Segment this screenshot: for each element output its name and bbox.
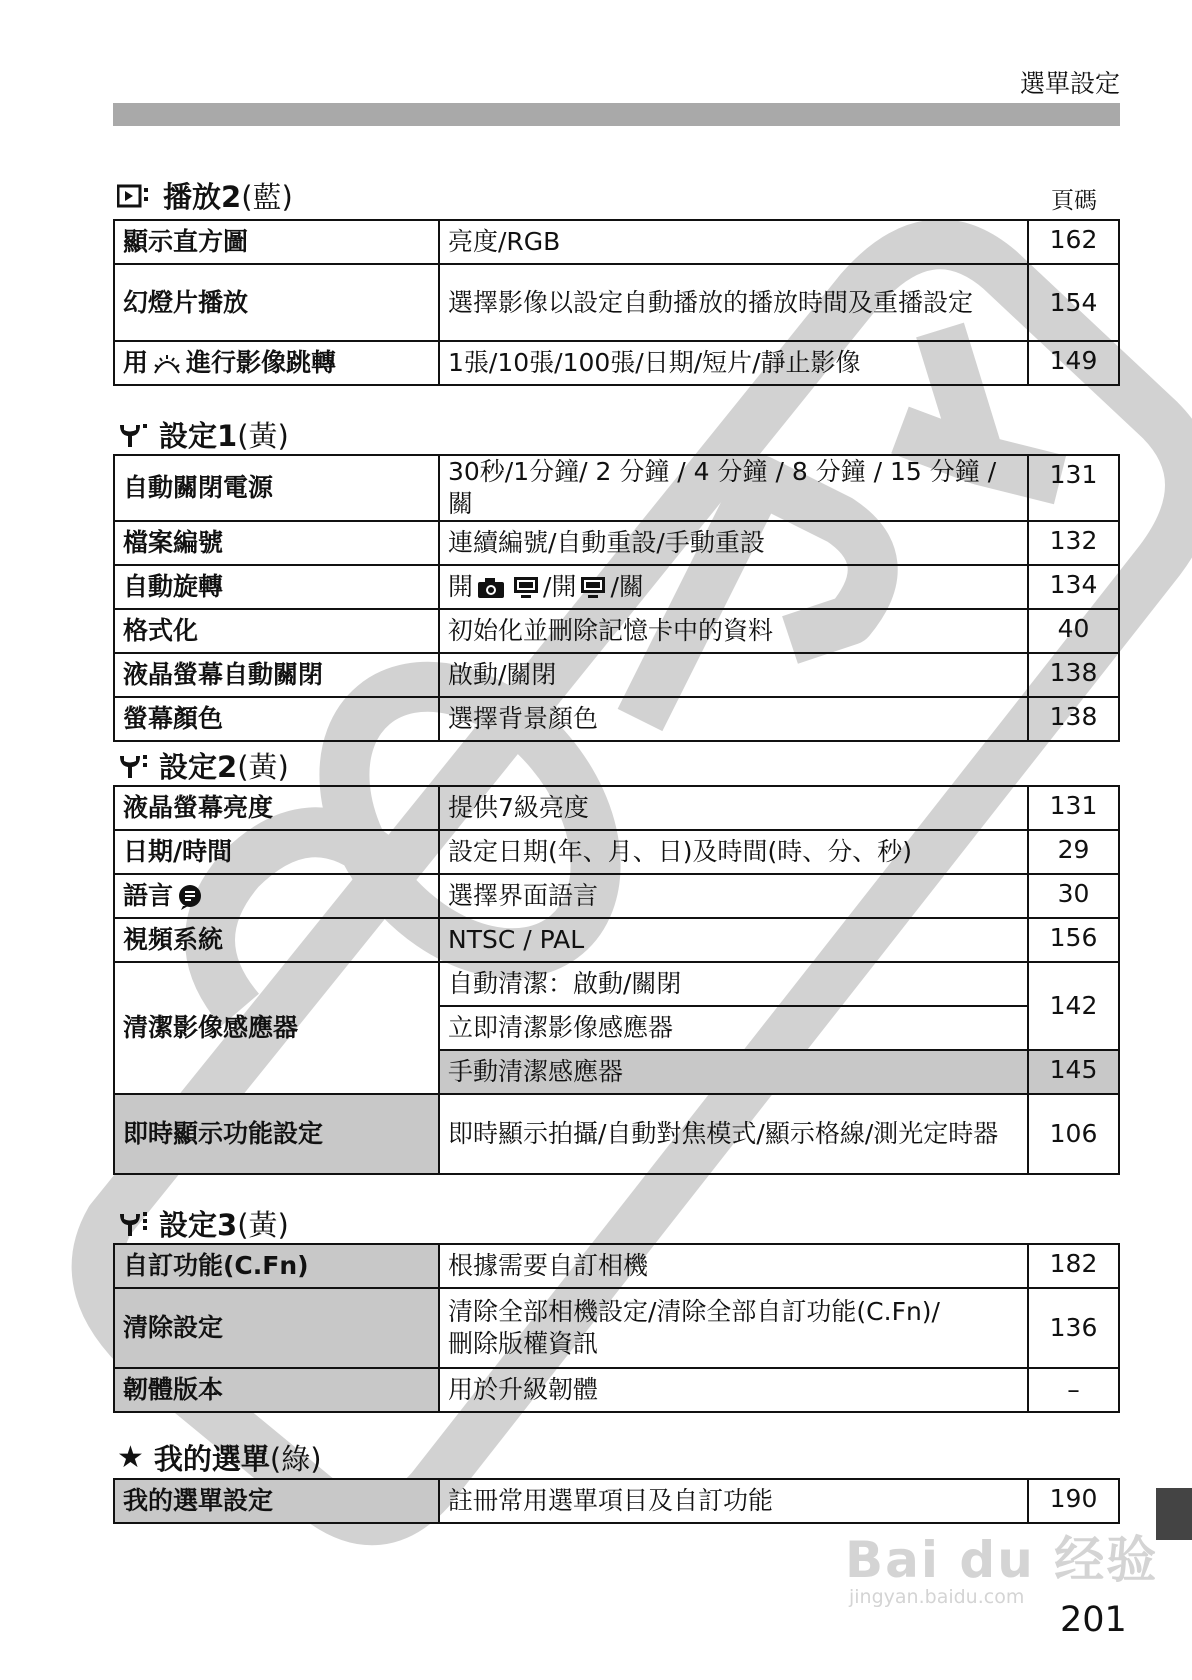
section-name: 設定1 xyxy=(159,419,238,453)
monitor-icon xyxy=(513,576,539,600)
item-page: 142 xyxy=(1028,962,1119,1050)
my-menu-table xyxy=(113,1478,1120,1524)
item-page: 40 xyxy=(1028,609,1119,653)
item-name: 我的選單設定 xyxy=(114,1479,439,1523)
item-desc: 提供7級亮度 xyxy=(439,786,1028,830)
desc-off: /關 xyxy=(610,572,644,601)
section-color: (黃) xyxy=(237,419,289,453)
table-row xyxy=(114,918,1119,962)
playback-2-table xyxy=(113,219,1120,386)
item-desc: 註冊常用選單項目及自訂功能 xyxy=(439,1479,1028,1523)
main-dial-icon xyxy=(152,353,182,375)
item-desc: 根據需要自訂相機 xyxy=(439,1244,1028,1288)
item-desc xyxy=(439,1288,1028,1368)
item-page: 154 xyxy=(1028,264,1119,341)
setup-icon xyxy=(117,421,149,449)
item-page: 134 xyxy=(1028,565,1119,609)
table-row xyxy=(114,830,1119,874)
item-name: 韌體版本 xyxy=(114,1368,439,1412)
item-page: 131 xyxy=(1028,455,1119,521)
item-page: 138 xyxy=(1028,697,1119,741)
item-name: 幻燈片播放 xyxy=(114,264,439,341)
item-desc-line: 刪除版權資訊 xyxy=(448,1329,599,1358)
item-desc: 立即清潔影像感應器 xyxy=(439,1006,1028,1050)
header-title: 選單設定 xyxy=(1019,69,1120,98)
item-name: 清潔影像感應器 xyxy=(114,962,439,1094)
language-icon xyxy=(177,884,203,910)
item-desc: 手動清潔感應器 xyxy=(439,1050,1028,1094)
table-row xyxy=(114,1244,1119,1288)
section-color: (黃) xyxy=(237,750,289,784)
item-desc: 亮度/RGB xyxy=(439,220,1028,264)
section-name: 播放2 xyxy=(163,180,242,214)
section-title-playback-2 xyxy=(117,175,293,216)
item-page: 149 xyxy=(1028,341,1119,385)
table-row xyxy=(114,653,1119,697)
item-name: 即時顯示功能設定 xyxy=(114,1094,439,1174)
setup-icon xyxy=(117,752,149,780)
table-row xyxy=(114,264,1119,341)
star-icon: ★ xyxy=(117,1440,144,1475)
item-name: 自動關閉電源 xyxy=(114,455,439,521)
section-title-my-menu xyxy=(117,1437,322,1478)
item-desc: 連續編號/自動重設/手動重設 xyxy=(439,521,1028,565)
table-row xyxy=(114,1288,1119,1368)
section-color: (藍) xyxy=(241,180,293,214)
item-desc: 選擇影像以設定自動播放的播放時間及重播設定 xyxy=(439,264,1028,341)
item-desc xyxy=(439,565,1028,609)
section-title-setup-2 xyxy=(117,745,289,786)
page-number: 201 xyxy=(1060,1600,1127,1640)
desc-on: 開 xyxy=(448,572,474,601)
item-page: 132 xyxy=(1028,521,1119,565)
section-name: 設定2 xyxy=(159,750,238,784)
item-name xyxy=(114,874,439,918)
table-row xyxy=(114,697,1119,741)
item-desc: 初始化並刪除記憶卡中的資料 xyxy=(439,609,1028,653)
table-row xyxy=(114,565,1119,609)
setup-1-table xyxy=(113,454,1120,742)
item-desc: 選擇背景顏色 xyxy=(439,697,1028,741)
item-page: 131 xyxy=(1028,786,1119,830)
table-row xyxy=(114,609,1119,653)
playback-icon xyxy=(117,183,153,209)
item-name: 日期/時間 xyxy=(114,830,439,874)
table-row xyxy=(114,1094,1119,1174)
baidu-logo: Bai du 经验 xyxy=(845,1531,1159,1589)
item-page: 138 xyxy=(1028,653,1119,697)
table-row xyxy=(114,455,1119,521)
item-desc: NTSC / PAL xyxy=(439,918,1028,962)
section-title-setup-3 xyxy=(117,1203,289,1244)
item-name xyxy=(114,341,439,385)
item-name-text: 語言 xyxy=(123,881,174,910)
item-page: – xyxy=(1028,1368,1119,1412)
section-name: 我的選單 xyxy=(153,1442,270,1476)
setup-icon xyxy=(117,1210,149,1238)
item-name: 液晶螢幕亮度 xyxy=(114,786,439,830)
item-name: 視頻系統 xyxy=(114,918,439,962)
table-row xyxy=(114,874,1119,918)
item-page: 156 xyxy=(1028,918,1119,962)
item-page: 162 xyxy=(1028,220,1119,264)
item-page: 190 xyxy=(1028,1479,1119,1523)
table-row xyxy=(114,962,1119,1006)
item-page: 136 xyxy=(1028,1288,1119,1368)
chapter-tab-marker xyxy=(1156,1488,1192,1540)
section-name: 設定3 xyxy=(159,1208,238,1242)
item-desc-line: 清除全部相機設定/清除全部自訂功能(C.Fn)/ xyxy=(448,1297,940,1326)
table-row xyxy=(114,521,1119,565)
item-desc: 自動清潔：啟動/關閉 xyxy=(439,962,1028,1006)
table-row xyxy=(114,1479,1119,1523)
camera-icon xyxy=(477,577,505,599)
item-desc: 用於升級韌體 xyxy=(439,1368,1028,1412)
section-title-setup-1 xyxy=(117,414,289,455)
item-name: 自動旋轉 xyxy=(114,565,439,609)
item-name-post: 進行影像跳轉 xyxy=(186,348,337,377)
item-desc: 設定日期(年、月、日)及時間(時、分、秒) xyxy=(439,830,1028,874)
baidu-watermark xyxy=(845,1520,1158,1608)
item-desc: 1張/10張/100張/日期/短片/靜止影像 xyxy=(439,341,1028,385)
item-page: 30 xyxy=(1028,874,1119,918)
setup-3-table xyxy=(113,1243,1120,1413)
item-page: 106 xyxy=(1028,1094,1119,1174)
item-desc: 選擇界面語言 xyxy=(439,874,1028,918)
item-desc: 30秒/1分鐘/ 2 分鐘 / 4 分鐘 / 8 分鐘 / 15 分鐘 / 關 xyxy=(439,455,1028,521)
page-column-label: 頁碼 xyxy=(1051,188,1097,214)
table-row xyxy=(114,341,1119,385)
item-name-pre: 用 xyxy=(123,348,149,377)
item-name: 顯示直方圖 xyxy=(114,220,439,264)
monitor-icon xyxy=(580,576,606,600)
header-bar xyxy=(113,103,1120,126)
desc-on-2: /開 xyxy=(543,572,577,601)
item-name: 格式化 xyxy=(114,609,439,653)
section-color: (綠) xyxy=(269,1442,322,1476)
item-name: 檔案編號 xyxy=(114,521,439,565)
item-name: 自訂功能(C.Fn) xyxy=(114,1244,439,1288)
item-page: 29 xyxy=(1028,830,1119,874)
item-page: 145 xyxy=(1028,1050,1119,1094)
section-color: (黃) xyxy=(237,1208,289,1242)
item-desc: 即時顯示拍攝/自動對焦模式/顯示格線/測光定時器 xyxy=(439,1094,1028,1174)
setup-2-table xyxy=(113,785,1120,1175)
table-row xyxy=(114,786,1119,830)
item-page: 182 xyxy=(1028,1244,1119,1288)
table-row xyxy=(114,1368,1119,1412)
table-row xyxy=(114,220,1119,264)
item-name: 螢幕顏色 xyxy=(114,697,439,741)
item-desc: 啟動/關閉 xyxy=(439,653,1028,697)
item-name: 清除設定 xyxy=(114,1288,439,1368)
item-name: 液晶螢幕自動關閉 xyxy=(114,653,439,697)
baidu-url: jingyan.baidu.com xyxy=(849,1586,1025,1608)
